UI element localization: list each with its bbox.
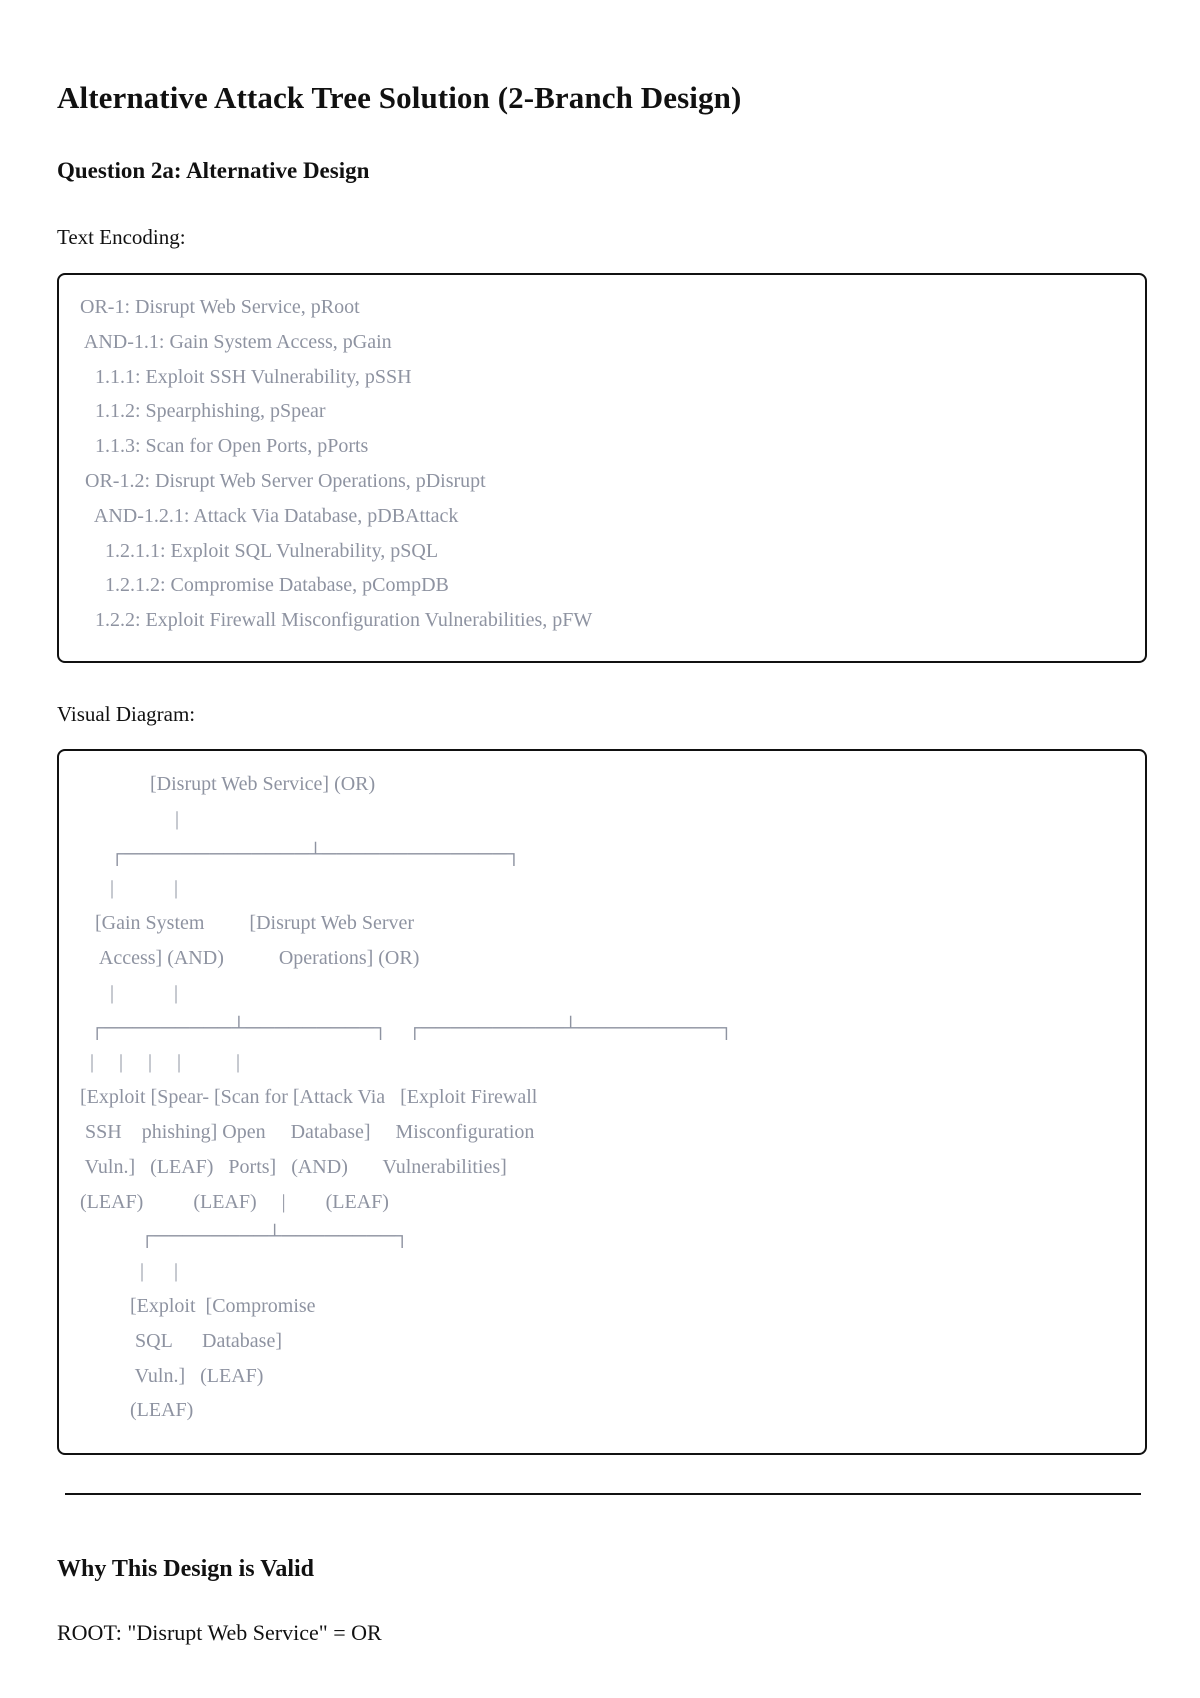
text-encoding-content: OR-1: Disrupt Web Service, pRoot AND-1.1: Gain System Access, pGain 1.1.1: Exploit SSH Vulnerability, pSSH 1.1.2: Spearphishing, pSpear 1.1.3: Scan for Open Ports, pPorts OR-1.2: Disrupt Web Server Operations, pDisrupt AND-1.2.1: Attack Via Database, pDBAttack 1.2.1.1: Exploit SQL Vulnerability, pSQL 1.2.1.2: Compromise Database, pCompDB 1.2.2: Exploit Firewall Misconfiguration Vulnerabilities, pFW <box>80 296 593 632</box>
question-heading: Question 2a: Alternative Design <box>57 158 370 183</box>
visual-diagram-codeblock <box>57 749 1147 1455</box>
root-description: ROOT: "Disrupt Web Service" = OR <box>57 1620 382 1645</box>
page-title: Alternative Attack Tree Solution (2-Branch Design) <box>57 80 742 115</box>
visual-diagram-content: [Disrupt Web Service] (OR) | ┌─────────────┴─────────────┐ | | [Gain System [Disrupt Web Server Access] (AND) Operations] (OR) | | ┌─────────┴─────────┐ ┌──────────┴──────────┐ | | | | | [Exploit [Spear- [Scan for [Attack Via [Exploit Firewall SSH phishing] Open Database] Misconfiguration Vuln.] (LEAF) Ports] (AND) Vulnerabilities] (LEAF) (LEAF) | (LEAF) ┌────────┴────────┐ | | [Exploit [Compromise SQL Database] Vuln.] (LEAF) (LEAF) <box>80 773 734 1422</box>
text-encoding-label: Text Encoding: <box>57 225 186 249</box>
text-encoding-codeblock <box>57 273 1147 663</box>
why-valid-heading: Why This Design is Valid <box>57 1556 315 1582</box>
visual-diagram-label: Visual Diagram: <box>57 702 196 726</box>
horizontal-divider <box>65 1493 1141 1495</box>
